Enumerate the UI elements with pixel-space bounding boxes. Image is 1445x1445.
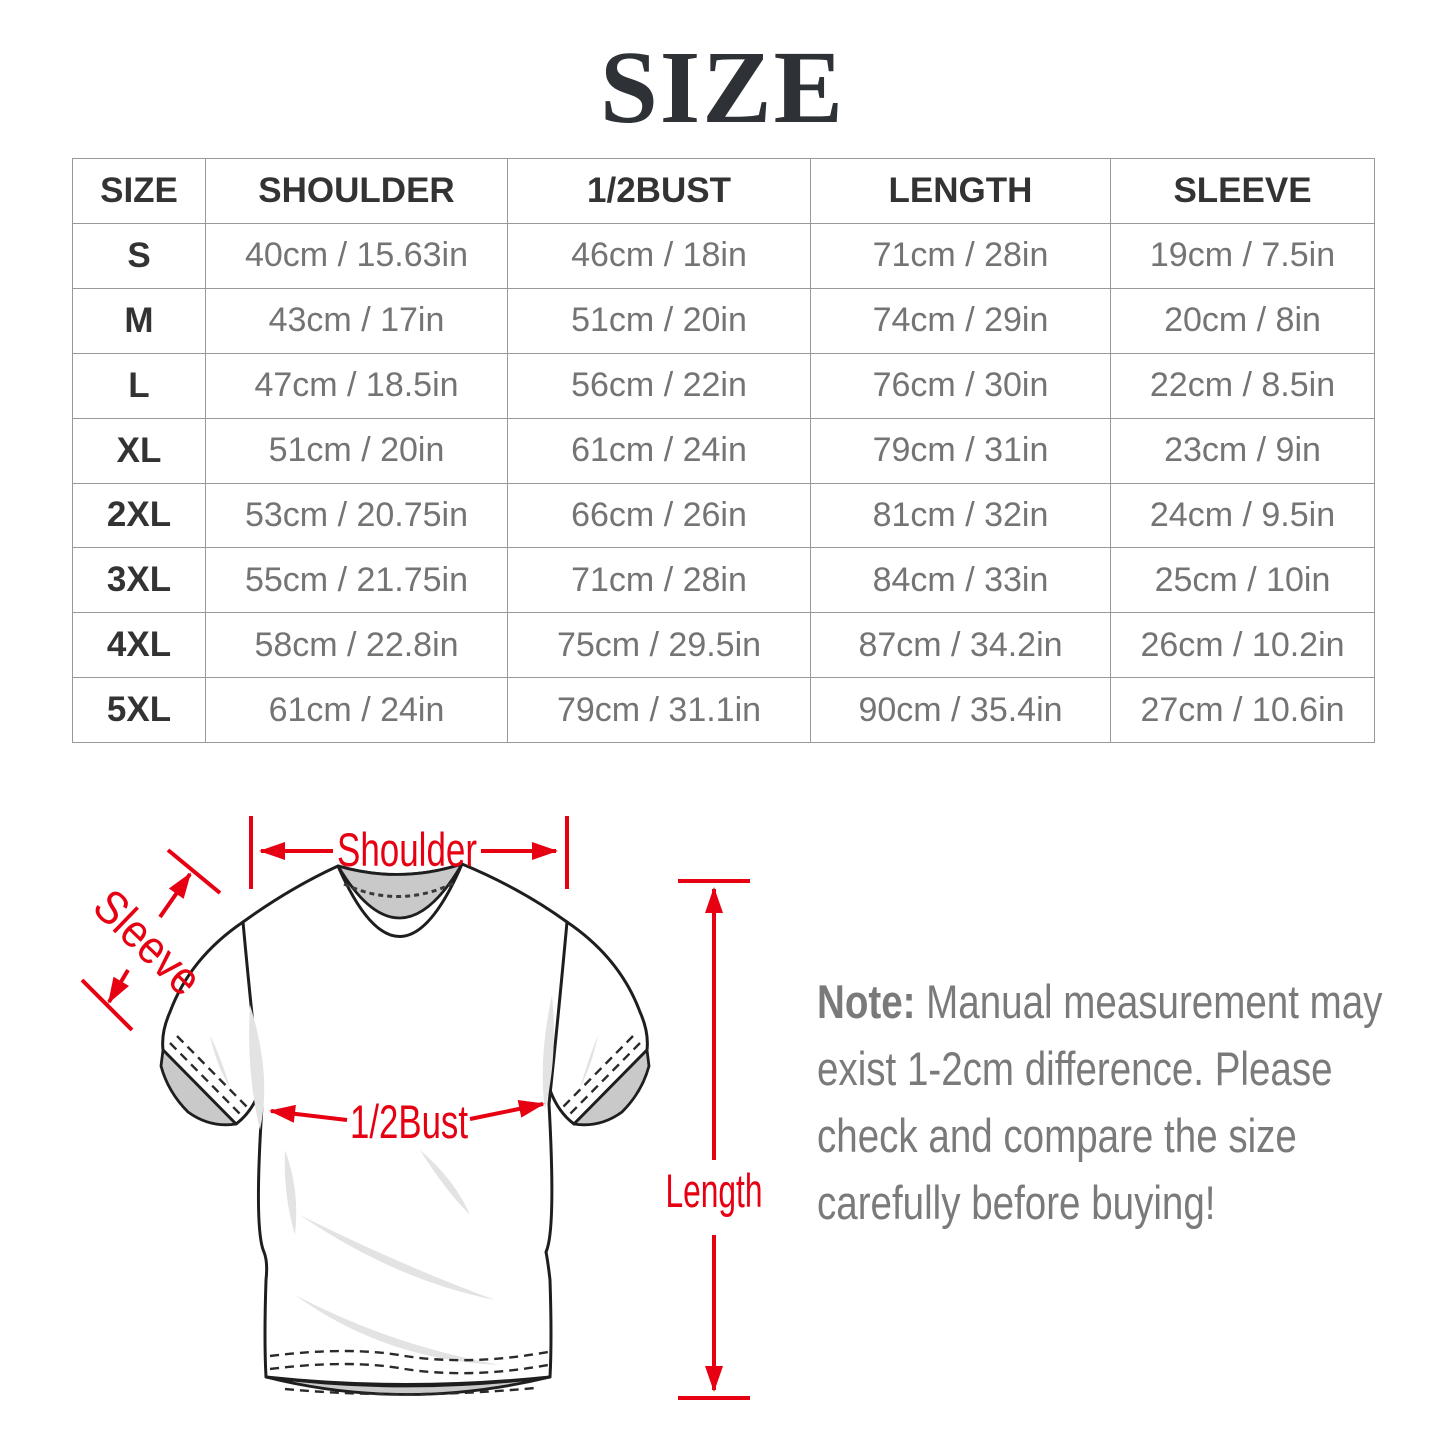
- size-cell: 71cm / 28in: [508, 548, 811, 613]
- size-cell: 90cm / 35.4in: [811, 678, 1111, 743]
- size-cell: 55cm / 21.75in: [206, 548, 508, 613]
- size-cell: 46cm / 18in: [508, 224, 811, 289]
- half-bust-label: 1/2Bust: [350, 1095, 468, 1148]
- size-row-label: 2XL: [73, 483, 206, 548]
- size-row-label: 3XL: [73, 548, 206, 613]
- size-cell: 51cm / 20in: [508, 288, 811, 353]
- note-bold-prefix: Note:: [817, 975, 916, 1028]
- size-cell: 66cm / 26in: [508, 483, 811, 548]
- column-header: 1/2BUST: [508, 159, 811, 224]
- size-cell: 76cm / 30in: [811, 353, 1111, 418]
- column-header: SHOULDER: [206, 159, 508, 224]
- size-cell: 71cm / 28in: [811, 224, 1111, 289]
- shoulder-label: Shoulder: [337, 823, 477, 876]
- size-row-label: 4XL: [73, 613, 206, 678]
- note-line: exist 1-2cm difference. Please: [817, 1042, 1333, 1095]
- note-line: carefully before buying!: [817, 1176, 1216, 1229]
- size-cell: 51cm / 20in: [206, 418, 508, 483]
- sleeve-end-tick-lower: [82, 980, 132, 1030]
- length-label: Length: [665, 1164, 763, 1217]
- size-cell: 47cm / 18.5in: [206, 353, 508, 418]
- sleeve-label: Sleeve: [83, 878, 224, 1017]
- sleeve-arrow-lower: [109, 970, 128, 1002]
- sleeve-arrow-upper: [160, 874, 190, 917]
- size-cell: 79cm / 31.1in: [508, 678, 811, 743]
- size-row-label: L: [73, 353, 206, 418]
- size-cell: 87cm / 34.2in: [811, 613, 1111, 678]
- size-cell: 40cm / 15.63in: [206, 224, 508, 289]
- size-row-label: S: [73, 224, 206, 289]
- length-dimension: [666, 881, 763, 1398]
- sleeve-end-tick-upper: [168, 850, 220, 893]
- size-cell: 23cm / 9in: [1111, 418, 1375, 483]
- size-cell: 58cm / 22.8in: [206, 613, 508, 678]
- size-cell: 53cm / 20.75in: [206, 483, 508, 548]
- column-header: SLEEVE: [1111, 159, 1375, 224]
- column-header: SIZE: [73, 159, 206, 224]
- size-cell: 20cm / 8in: [1111, 288, 1375, 353]
- size-cell: 25cm / 10in: [1111, 548, 1375, 613]
- size-cell: 81cm / 32in: [811, 483, 1111, 548]
- measurement-note: [817, 968, 1382, 1236]
- page-title: SIZE: [599, 30, 846, 145]
- size-cell: 56cm / 22in: [508, 353, 811, 418]
- size-row-label: 5XL: [73, 678, 206, 743]
- size-cell: 26cm / 10.2in: [1111, 613, 1375, 678]
- note-line: [817, 968, 1382, 1035]
- size-cell: 24cm / 9.5in: [1111, 483, 1375, 548]
- size-cell: 22cm / 8.5in: [1111, 353, 1375, 418]
- size-cell: 75cm / 29.5in: [508, 613, 811, 678]
- size-cell: 61cm / 24in: [508, 418, 811, 483]
- note-line: check and compare the size: [817, 1109, 1297, 1162]
- size-cell: 27cm / 10.6in: [1111, 678, 1375, 743]
- size-cell: 61cm / 24in: [206, 678, 508, 743]
- size-cell: 43cm / 17in: [206, 288, 508, 353]
- size-row-label: XL: [73, 418, 206, 483]
- size-cell: 84cm / 33in: [811, 548, 1111, 613]
- size-cell: 19cm / 7.5in: [1111, 224, 1375, 289]
- size-row-label: M: [73, 288, 206, 353]
- note-line-1-text: Manual measurement may: [915, 975, 1383, 1028]
- size-cell: 74cm / 29in: [811, 288, 1111, 353]
- size-cell: 79cm / 31in: [811, 418, 1111, 483]
- column-header: LENGTH: [811, 159, 1111, 224]
